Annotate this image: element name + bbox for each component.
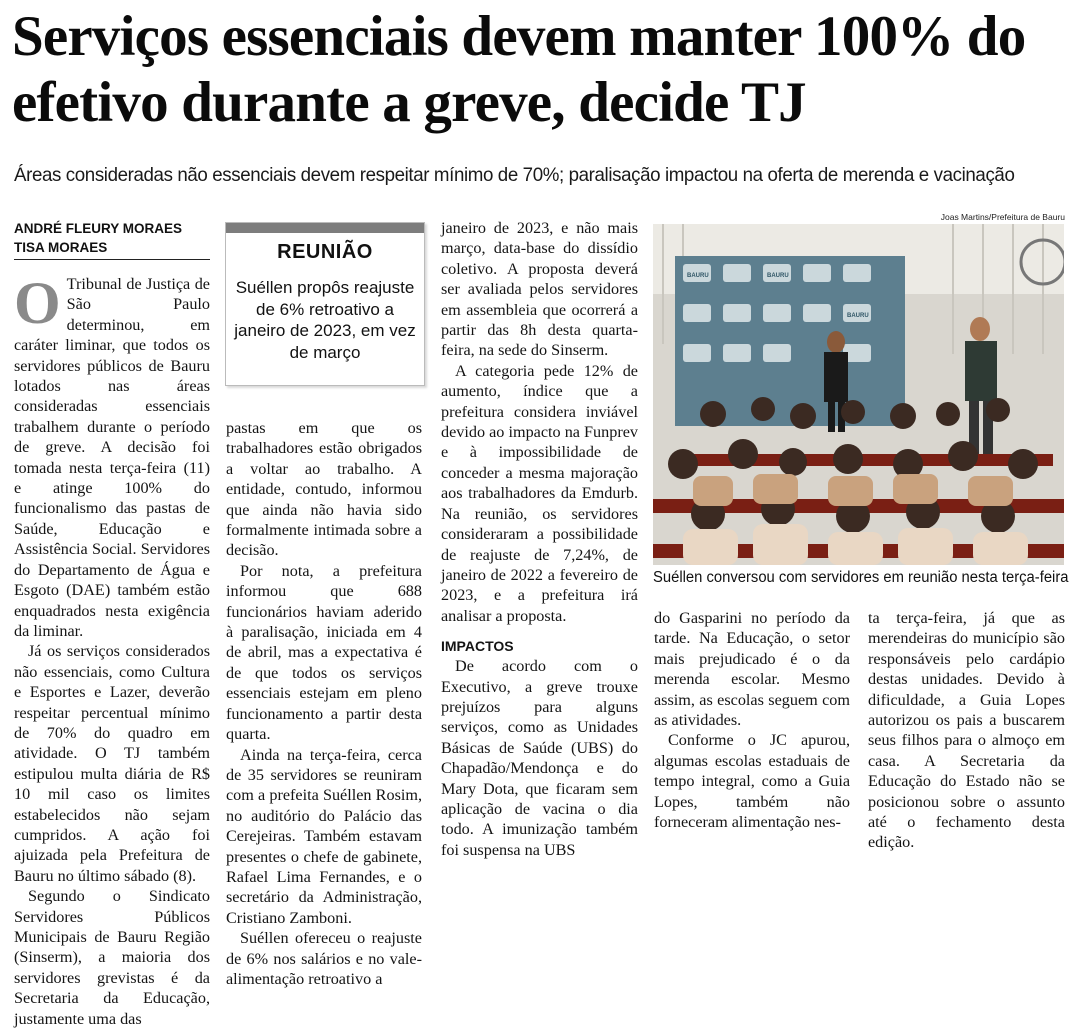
drop-cap: O — [14, 270, 61, 336]
paragraph: De acordo com o Executivo, a greve trouxe prejuízos para alguns serviços, como as Unidades Básicas de Saúde (UBS) do Chapadão/Mendonça e do Mary Dota, que ficaram sem aplicação de vacina o dia todo. A imunização também foi suspensa na UBS — [441, 657, 638, 859]
banner-label: BAURU — [847, 313, 869, 319]
subtitle: Áreas consideradas não essenciais devem respeitar mínimo de 70%; paralisação impactou na oferta de merenda e vacinação — [14, 164, 1015, 186]
paragraph: Conforme o JC apurou, algumas escolas estaduais de tempo integral, como a Guia Lopes, também não forneceram alimentação nes- — [654, 731, 850, 832]
photo-credit: Joas Martins/Prefeitura de Bauru — [940, 212, 1065, 222]
paragraph: Ainda na terça-feira, cerca de 35 servidores se reuniram com a prefeita Suéllen Rosim, no auditório do Palácio das Cerejeiras. Também estavam presentes o chefe de gabinete, Rafael Lima Fernandes, e o secretário da Administração, Cristiano Zamboni. — [226, 745, 422, 927]
byline-author: TISA MORAES — [14, 240, 108, 255]
paragraph: janeiro de 2023, e não mais março, data-base do dissídio coletivo. A proposta deverá ser avaliada pelos servidores em assembleia que ocorrerá a partir das 8h desta quarta-feira, na sede do Sinserm. — [441, 219, 638, 360]
banner-label: BAURU — [767, 273, 789, 279]
paragraph: A categoria pede 12% de aumento, índice que a prefeitura considera inviável devido ao impacto na Funprev e à impossibilidade de conceder a mesma majoração aos trabalhadores da Emdurb. Na reunião, os servidores consideraram a possibilidade de reajuste de 7,24%, de janeiro de 2022 a fevereiro de 2023, e a prefeitura irá analisar a proposta. — [441, 361, 638, 625]
article-column-4 — [654, 608, 850, 832]
paragraph: ta terça-feira, já que as merendeiras do município são responsáveis pelo cardápio destas unidades. Devido à dificuldade, a Guia Lopes autorizou os pais a buscarem seus filhos para o almoço em casa. A Secretaria da Educação do Estado não se posicionou sobre o assunto até o fechamento desta edição. — [868, 609, 1065, 852]
box-text: Suéllen propôs reajuste de 6% retroativo a janeiro de 2023, em vez de março — [234, 278, 416, 362]
meeting-photo-illustration — [653, 224, 1064, 565]
paragraph: Já os serviços considerados não essenciais, como Cultura e Esportes e Lazer, deverão respeitar percentual mínimo de 70% do quadro em atividade. O TJ também estipulou multa diária de R$ 10 mil caso os limites estabelecidos não sejam cumpridos. A ação foi ajuizada pela Prefeitura de Bauru no último sábado (8). — [14, 642, 210, 885]
article-column-2 — [226, 418, 422, 989]
paragraph: pastas em que os trabalhadores estão obrigados a voltar ao trabalho. A entidade, contudo, informou que ainda não havia sido formalmente intimada sobre a decisão. — [226, 419, 422, 560]
byline-author: ANDRÉ FLEURY MORAES — [14, 221, 183, 236]
paragraph: Segundo o Sindicato Servidores Públicos Municipais de Bauru Região (Sinserm), a maioria dos servidores grevistas é da Secretaria da Educação, justamente uma das — [14, 887, 210, 1028]
news-photo — [653, 224, 1064, 565]
banner-label: BAURU — [687, 273, 709, 279]
paragraph: Tribunal de Justiça de São Paulo determinou, em caráter liminar, que todos os servidores públicos de Bauru lotados nas áreas consideradas essenciais trabalhem durante o período de greve. A decisão foi tomada nesta terça-feira (11) e atinge 100% do funcionalismo das pastas de Saúde, Educação e Assistência Social. Servidores do Departamento de Água e Esgoto (DAE) também estão enquadrados nesta exigência da liminar. — [14, 275, 210, 640]
photo-caption: Suéllen conversou com servidores em reunião nesta terça-feira — [653, 569, 1069, 586]
headline: Serviços essenciais devem manter 100% do efetivo durante a greve, decide TJ — [12, 5, 1026, 134]
article-column-1 — [14, 270, 210, 1029]
paragraph: do Gasparini no período da tarde. Na Educação, o setor mais prejudicado é o da merenda escolar. Mesmo assim, as escolas seguem com as atividades. — [654, 609, 850, 730]
article-column-3 — [441, 218, 638, 860]
section-heading-impactos: IMPACTOS — [441, 638, 514, 655]
box-top-bar — [226, 223, 424, 233]
paragraph: Suéllen ofereceu o reajuste de 6% nos salários e no vale-alimentação retroativo a — [226, 929, 422, 988]
paragraph: Por nota, a prefeitura informou que 688 funcionários haviam aderido à paralisação, iniciada em 4 de abril, mas a expectativa é de que todos os serviços essenciais estejam em pleno funcionamento a partir desta quarta. — [226, 561, 422, 744]
box-title: REUNIÃO — [277, 241, 373, 263]
byline — [14, 219, 210, 260]
sidebar-quote-box — [225, 222, 425, 386]
article-column-5 — [868, 608, 1065, 853]
